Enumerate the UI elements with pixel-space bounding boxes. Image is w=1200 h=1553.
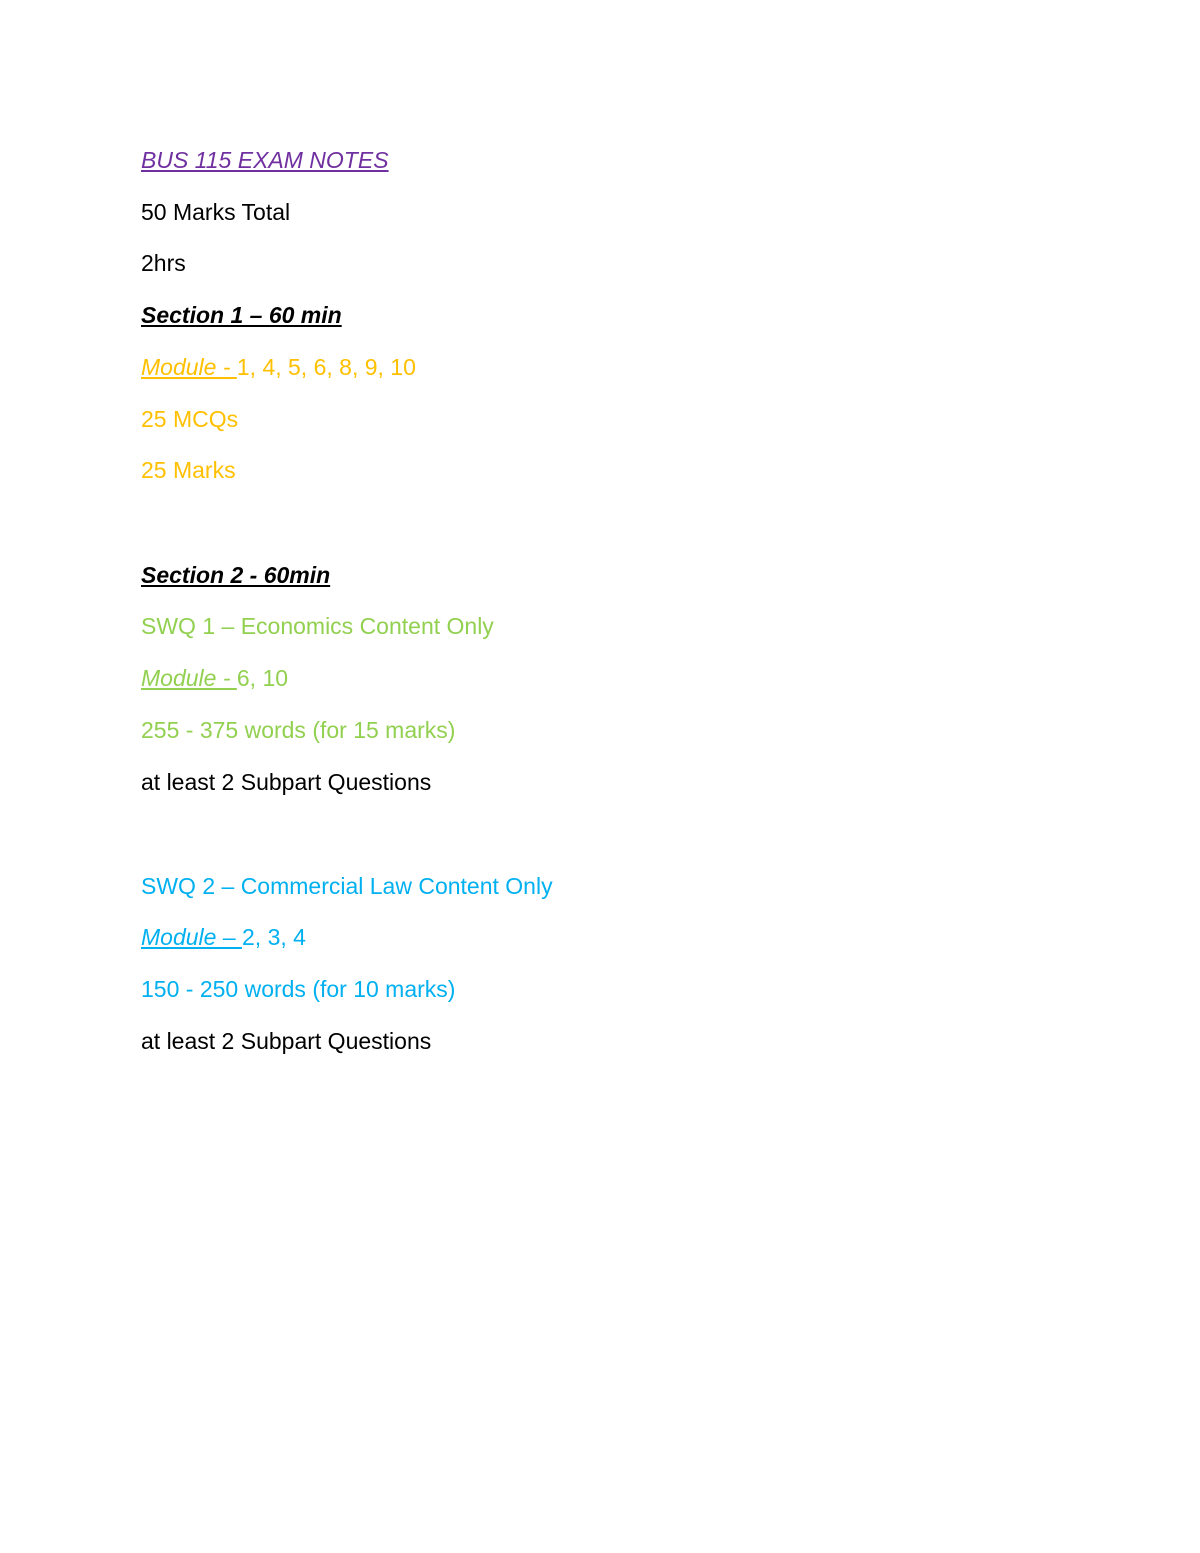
section2-heading: Section 2 - 60min	[141, 562, 331, 588]
swq2-module-line	[141, 923, 306, 951]
section1-marks-text: 25 Marks	[141, 457, 236, 483]
total-marks-text: 50 Marks Total	[141, 199, 291, 225]
section1-heading: Section 1 – 60 min	[141, 302, 342, 328]
swq1-title: SWQ 1 – Economics Content Only	[141, 613, 494, 639]
swq2-module-values: 2, 3, 4	[242, 924, 306, 950]
swq1-module-values: 6, 10	[236, 665, 289, 691]
swq1-module-label: Module -	[141, 665, 237, 691]
section1-module-line	[141, 353, 416, 381]
section1-mcqs-text: 25 MCQs	[141, 406, 239, 432]
document-title: BUS 115 EXAM NOTES	[141, 147, 389, 173]
swq1-subparts-text: at least 2 Subpart Questions	[141, 769, 432, 795]
swq2-module-label: Module –	[141, 924, 243, 950]
swq1-module-line	[141, 664, 288, 692]
section1-module-label: Module -	[141, 354, 237, 380]
swq2-title: SWQ 2 – Commercial Law Content Only	[141, 873, 553, 899]
swq1-words-text: 255 - 375 words (for 15 marks)	[141, 717, 456, 743]
duration-text: 2hrs	[141, 250, 186, 276]
swq2-subparts-text: at least 2 Subpart Questions	[141, 1028, 432, 1054]
section1-module-values: 1, 4, 5, 6, 8, 9, 10	[236, 354, 416, 380]
swq2-words-text: 150 - 250 words (for 10 marks)	[141, 976, 456, 1002]
